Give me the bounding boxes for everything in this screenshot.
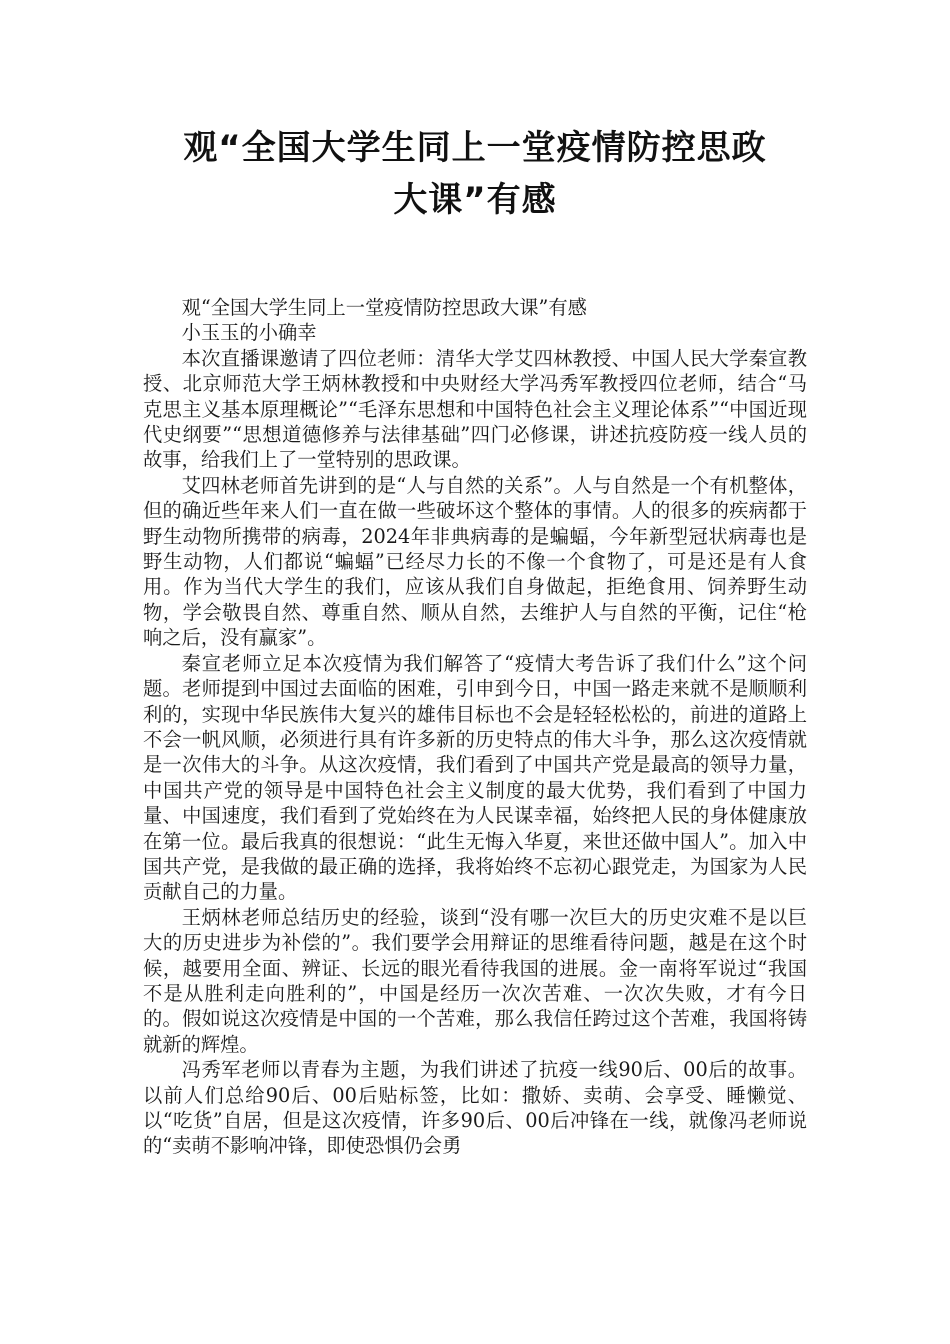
paragraph-qin-xuan: 秦宣老师立足本次疫情为我们解答了“疫情大考告诉了我们什么”这个问题。老师提到中国过去面临的困难，引申到今日，中国一路走来就不是顺顺利利的，实现中华民族伟大复兴的雄伟目标也不会是轻轻松松的，前进的道路上不会一帆风顺，必须进行具有许多新的历史特点的伟大斗争，那么这次疫情就是一次伟大的斗争。从这次疫情，我们看到了中国共产党是最高的领导力量，中国共产党的领导是中国特色社会主义制度的最大优势，我们看到了中国力量、中国速度，我们看到了党始终在为人民谋幸福，始终把人民的身体健康放在第一位。最后我真的很想说：“此生无悔入华夏，来世还做中国人”。加入中国共产党，是我做的最正确的选择，我将始终不忘初心跟党走，为国家为人民贡献自己的力量。 [143,651,807,904]
paragraph-feng-xiujun: 冯秀军老师以青春为主题，为我们讲述了抗疫一线90后、00后的故事。以前人们总给90后、00后贴标签，比如：撒娇、卖萌、会享受、睡懒觉、以“吃货”自居，但是这次疫情，许多90后、00后冲锋在一线，就像冯老师说的“卖萌不影响冲锋，即使恐惧仍会勇 [143,1058,807,1158]
document-body [143,295,807,1159]
author-line: 小玉玉的小确幸 [181,321,317,345]
document-title [120,122,830,226]
title-line-1: 观“全国大学生同上一堂疫情防控思政 [183,128,767,168]
paragraph-ai-silin: 艾四林老师首先讲到的是“人与自然的关系”。人与自然是一个有机整体，但的确近些年来人们一直在做一些破坏这个整体的事情。人的很多的疾病都于野生动物所携带的病毒，2024年非典病毒的是蝙蝠，今年新型冠状病毒也是野生动物，人们都说“蝙蝠”已经尽力长的不像一个食物了，可是还是有人食用。作为当代大学生的我们，应该从我们自身做起，拒绝食用、饲养野生动物，学会敬畏自然、尊重自然、顺从自然，去维护人与自然的平衡，记住“枪响之后，没有赢家”。 [143,473,807,650]
paragraph-intro: 本次直播课邀请了四位老师：清华大学艾四林教授、中国人民大学秦宣教授、北京师范大学王炳林教授和中央财经大学冯秀军教授四位老师，结合“马克思主义基本原理概论”“毛泽东思想和中国特色社会主义理论体系”“中国近现代史纲要”“思想道德修养与法律基础”四门必修课，讲述抗疫防疫一线人员的故事，给我们上了一堂特别的思政课。 [143,346,807,472]
paragraph-wang-binglin: 王炳林老师总结历史的经验，谈到“没有哪一次巨大的历史灾难不是以巨大的历史进步为补偿的”。我们要学会用辩证的思维看待问题，越是在这个时候，越要用全面、辨证、长远的眼光看待我国的进展。金一南将军说过“我国不是从胜利走向胜利的”，中国是经历一次次苦难、一次次失败，才有今日的。假如说这次疫情是中国的一个苦难，那么我信任跨过这个苦难，我国将铸就新的辉煌。 [143,905,807,1056]
title-line-2: 大课”有感 [393,180,557,220]
subtitle-line: 观“全国大学生同上一堂疫情防控思政大课”有感 [181,296,587,319]
